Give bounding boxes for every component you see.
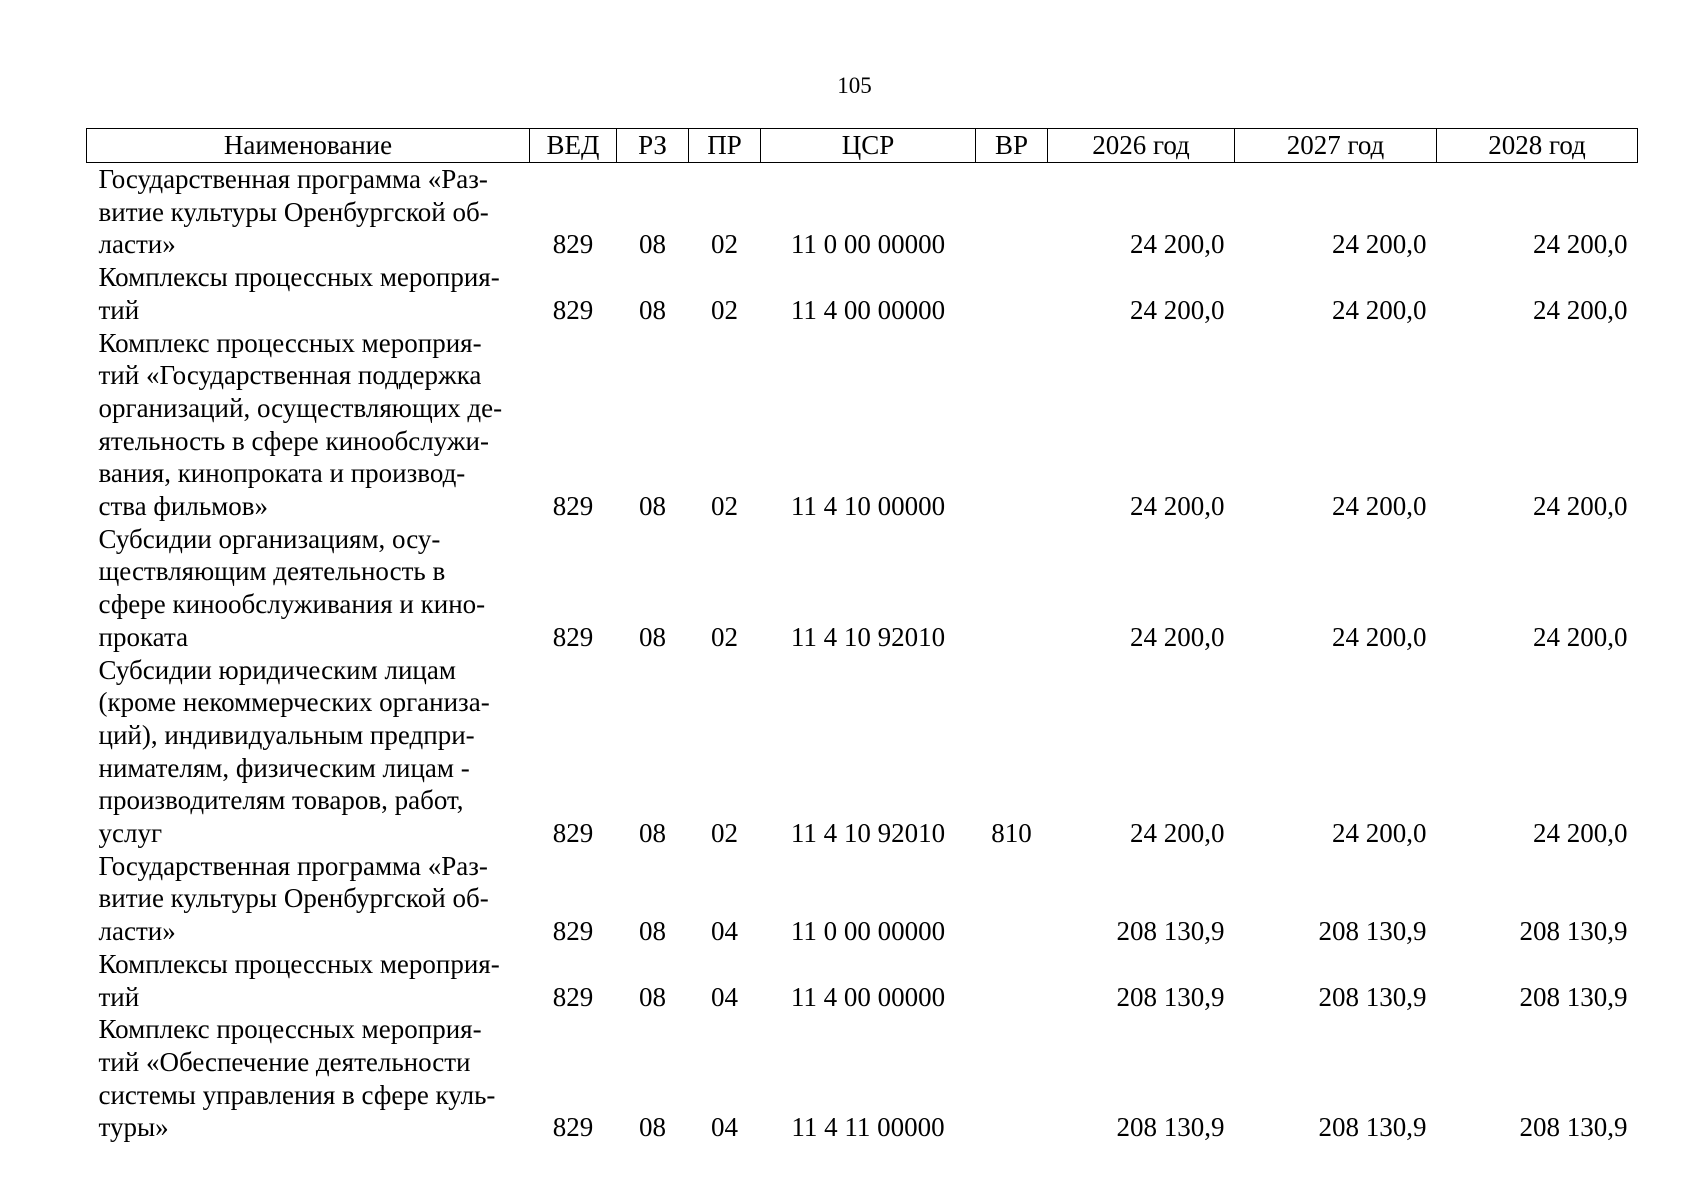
- cell-2027: 208 130,9: [1318, 981, 1427, 1012]
- cell-name-line: Субсидии юридическим лицам: [98, 654, 456, 685]
- cell-2026: 24 200,0: [1130, 491, 1225, 522]
- cell-2026: 208 130,9: [1116, 1112, 1225, 1143]
- cell-csr: 11 0 00 00000: [790, 916, 946, 947]
- table-row: [87, 948, 1638, 1013]
- cell-vr: [976, 948, 1048, 1013]
- budget-table: [86, 128, 1638, 1144]
- cell-name-line: тий «Обеспечение деятельности: [98, 1046, 471, 1077]
- header-ved: ВЕД: [530, 129, 617, 163]
- header-2027: 2027 год: [1235, 129, 1437, 163]
- cell-2026: 24 200,0: [1130, 621, 1225, 652]
- cell-name-line: Комплексы процессных мероприя-: [98, 262, 500, 293]
- cell-2027: 24 200,0: [1332, 621, 1427, 652]
- cell-name: [87, 948, 530, 1013]
- cell-name: [87, 327, 530, 523]
- cell-pr: 04: [711, 1112, 738, 1143]
- cell-ved: 829: [552, 1112, 594, 1143]
- cell-2027: 208 130,9: [1318, 1112, 1427, 1143]
- cell-vr: [976, 327, 1048, 523]
- cell-name-line: туры»: [98, 1112, 169, 1143]
- cell-ved: 829: [552, 981, 594, 1012]
- cell-name-line: ласти»: [98, 916, 176, 947]
- cell-2028: 24 200,0: [1533, 818, 1628, 849]
- cell-csr: 11 4 10 00000: [790, 491, 946, 522]
- cell-2028: 24 200,0: [1533, 229, 1628, 260]
- cell-rz: 08: [639, 229, 666, 260]
- cell-pr: 04: [711, 981, 738, 1012]
- cell-vr: [976, 261, 1048, 326]
- header-pr: ПР: [689, 129, 761, 163]
- cell-csr: 11 4 10 92010: [790, 818, 946, 849]
- cell-ved: 829: [552, 229, 594, 260]
- table-row: [87, 261, 1638, 326]
- cell-csr: 11 4 11 00000: [791, 1112, 945, 1143]
- cell-2026: 24 200,0: [1130, 229, 1225, 260]
- cell-pr: 02: [711, 621, 738, 652]
- cell-2026: 208 130,9: [1116, 981, 1225, 1012]
- cell-name: [87, 850, 530, 948]
- cell-csr: 11 4 00 00000: [790, 294, 946, 325]
- cell-name-line: (кроме некоммерческих организа-: [98, 687, 490, 718]
- cell-pr: 02: [711, 818, 738, 849]
- cell-name-line: ций), индивидуальным предпри-: [98, 719, 475, 750]
- cell-name-line: нимателям, физическим лицам -: [98, 752, 470, 783]
- header-name: Наименование: [87, 129, 530, 163]
- cell-name-line: ласти»: [98, 229, 176, 260]
- cell-name-line: сфере кинообслуживания и кино-: [98, 589, 486, 620]
- cell-name-line: проката: [98, 621, 189, 652]
- cell-vr: [976, 523, 1048, 654]
- cell-pr: 02: [711, 229, 738, 260]
- cell-rz: 08: [639, 818, 666, 849]
- cell-rz: 08: [639, 1112, 666, 1143]
- cell-2028: 208 130,9: [1519, 981, 1628, 1012]
- cell-name-line: витие культуры Оренбургской об-: [98, 883, 489, 914]
- cell-ved: 829: [552, 294, 594, 325]
- table-row: [87, 523, 1638, 654]
- cell-rz: 08: [639, 621, 666, 652]
- cell-name-line: услуг: [98, 818, 163, 849]
- cell-2027: 208 130,9: [1318, 916, 1427, 947]
- cell-name: [87, 163, 530, 262]
- cell-vr: 810: [991, 818, 1032, 849]
- cell-ved: 829: [552, 491, 594, 522]
- header-csr: ЦСР: [761, 129, 976, 163]
- page-number: 105: [837, 73, 872, 98]
- header-row: [87, 129, 1638, 163]
- cell-2027: 24 200,0: [1332, 491, 1427, 522]
- cell-name: [87, 261, 530, 326]
- cell-2027: 24 200,0: [1332, 229, 1427, 260]
- cell-rz: 08: [639, 981, 666, 1012]
- cell-pr: 02: [711, 491, 738, 522]
- cell-name-line: тий: [98, 981, 140, 1012]
- cell-ved: 829: [552, 916, 594, 947]
- table-row: [87, 327, 1638, 523]
- table-body: [87, 163, 1638, 1145]
- header-rz: РЗ: [617, 129, 689, 163]
- header-vr: ВР: [976, 129, 1048, 163]
- cell-2026: 24 200,0: [1130, 818, 1225, 849]
- cell-name-line: ства фильмов»: [98, 491, 268, 522]
- cell-name-line: Комплекс процессных мероприя-: [98, 1014, 482, 1045]
- table-row: [87, 654, 1638, 850]
- cell-2028: 208 130,9: [1519, 1112, 1628, 1143]
- cell-name: [87, 654, 530, 850]
- cell-name-line: Государственная программа «Раз-: [98, 850, 488, 881]
- cell-ved: 829: [552, 818, 594, 849]
- cell-name-line: Комплекс процессных мероприя-: [98, 327, 482, 358]
- cell-name: [87, 1013, 530, 1144]
- table-row: [87, 163, 1638, 262]
- cell-csr: 11 0 00 00000: [790, 229, 946, 260]
- table-header: [87, 129, 1638, 163]
- cell-2027: 24 200,0: [1332, 294, 1427, 325]
- cell-name-line: вания, кинопроката и производ-: [98, 458, 466, 489]
- cell-name-line: организаций, осуществляющих де-: [98, 392, 503, 423]
- cell-2026: 208 130,9: [1116, 916, 1225, 947]
- cell-name-line: Субсидии организациям, осу-: [98, 523, 441, 554]
- cell-2028: 208 130,9: [1519, 916, 1628, 947]
- header-2026: 2026 год: [1048, 129, 1235, 163]
- cell-2027: 24 200,0: [1332, 818, 1427, 849]
- cell-vr: [976, 1013, 1048, 1144]
- cell-ved: 829: [552, 621, 594, 652]
- cell-vr: [976, 163, 1048, 262]
- cell-name-line: ятельность в сфере кинообслужи-: [98, 425, 489, 456]
- cell-pr: 02: [711, 294, 738, 325]
- cell-2026: 24 200,0: [1130, 294, 1225, 325]
- cell-rz: 08: [639, 491, 666, 522]
- cell-csr: 11 4 00 00000: [790, 981, 946, 1012]
- table-row: [87, 850, 1638, 948]
- cell-name-line: системы управления в сфере куль-: [98, 1079, 496, 1110]
- cell-vr: [976, 850, 1048, 948]
- cell-name-line: ществляющим деятельность в: [98, 556, 446, 587]
- cell-name-line: витие культуры Оренбургской об-: [98, 196, 489, 227]
- cell-pr: 04: [711, 916, 738, 947]
- cell-2028: 24 200,0: [1533, 491, 1628, 522]
- cell-name-line: тий «Государственная поддержка: [98, 360, 482, 391]
- cell-rz: 08: [639, 916, 666, 947]
- cell-2028: 24 200,0: [1533, 621, 1628, 652]
- cell-csr: 11 4 10 92010: [790, 621, 946, 652]
- cell-name-line: Комплексы процессных мероприя-: [98, 948, 500, 979]
- cell-name-line: тий: [98, 294, 140, 325]
- header-2028: 2028 год: [1437, 129, 1638, 163]
- cell-name: [87, 523, 530, 654]
- cell-name-line: производителям товаров, работ,: [98, 785, 464, 816]
- cell-rz: 08: [639, 294, 666, 325]
- cell-name-line: Государственная программа «Раз-: [98, 164, 488, 194]
- table-row: [87, 1013, 1638, 1144]
- cell-2028: 24 200,0: [1533, 294, 1628, 325]
